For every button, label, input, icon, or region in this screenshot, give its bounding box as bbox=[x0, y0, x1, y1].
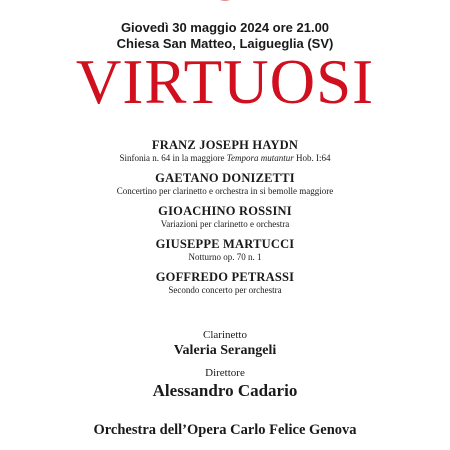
orchestra-name: Orchestra dell’Opera Carlo Felice Genova bbox=[93, 422, 357, 438]
program-item bbox=[0, 270, 450, 296]
conductor-name: Alessandro Cadario bbox=[152, 381, 298, 400]
soloist-name: Valeria Serangeli bbox=[173, 343, 277, 358]
work-title: Concertino per clarinetto e orchestra in si bemolle maggiore bbox=[116, 186, 334, 196]
concert-title: VIRTUOSI bbox=[75, 47, 375, 117]
performers bbox=[0, 328, 450, 401]
soloist-role: Clarinetto bbox=[203, 329, 247, 341]
work-title: Notturno op. 70 n. 1 bbox=[188, 252, 262, 262]
composer-name: GIOACHINO ROSSINI bbox=[158, 204, 292, 218]
logo-mark-icon bbox=[205, 0, 245, 4]
event-venue: Chiesa San Matteo, Laigueglia (SV) bbox=[116, 36, 334, 51]
work-title: Secondo concerto per orchestra bbox=[168, 285, 282, 295]
event-date-time: Giovedì 30 maggio 2024 ore 21.00 bbox=[120, 20, 330, 35]
work-title: Variazioni per clarinetto e orchestra bbox=[160, 219, 290, 229]
program-item bbox=[0, 204, 450, 230]
composer-name: GOFFREDO PETRASSI bbox=[155, 270, 295, 284]
composer-name: GAETANO DONIZETTI bbox=[155, 171, 295, 185]
program-item bbox=[0, 171, 450, 197]
conductor-role: Direttore bbox=[205, 367, 245, 379]
work-title: Sinfonia n. 64 in la maggiore Tempora mutantur Hob. I:64 bbox=[119, 153, 331, 163]
program-item bbox=[0, 237, 450, 263]
program-list bbox=[0, 138, 450, 303]
program-item bbox=[0, 138, 450, 164]
composer-name: GIUSEPPE MARTUCCI bbox=[155, 237, 295, 251]
composer-name: FRANZ JOSEPH HAYDN bbox=[151, 138, 299, 152]
